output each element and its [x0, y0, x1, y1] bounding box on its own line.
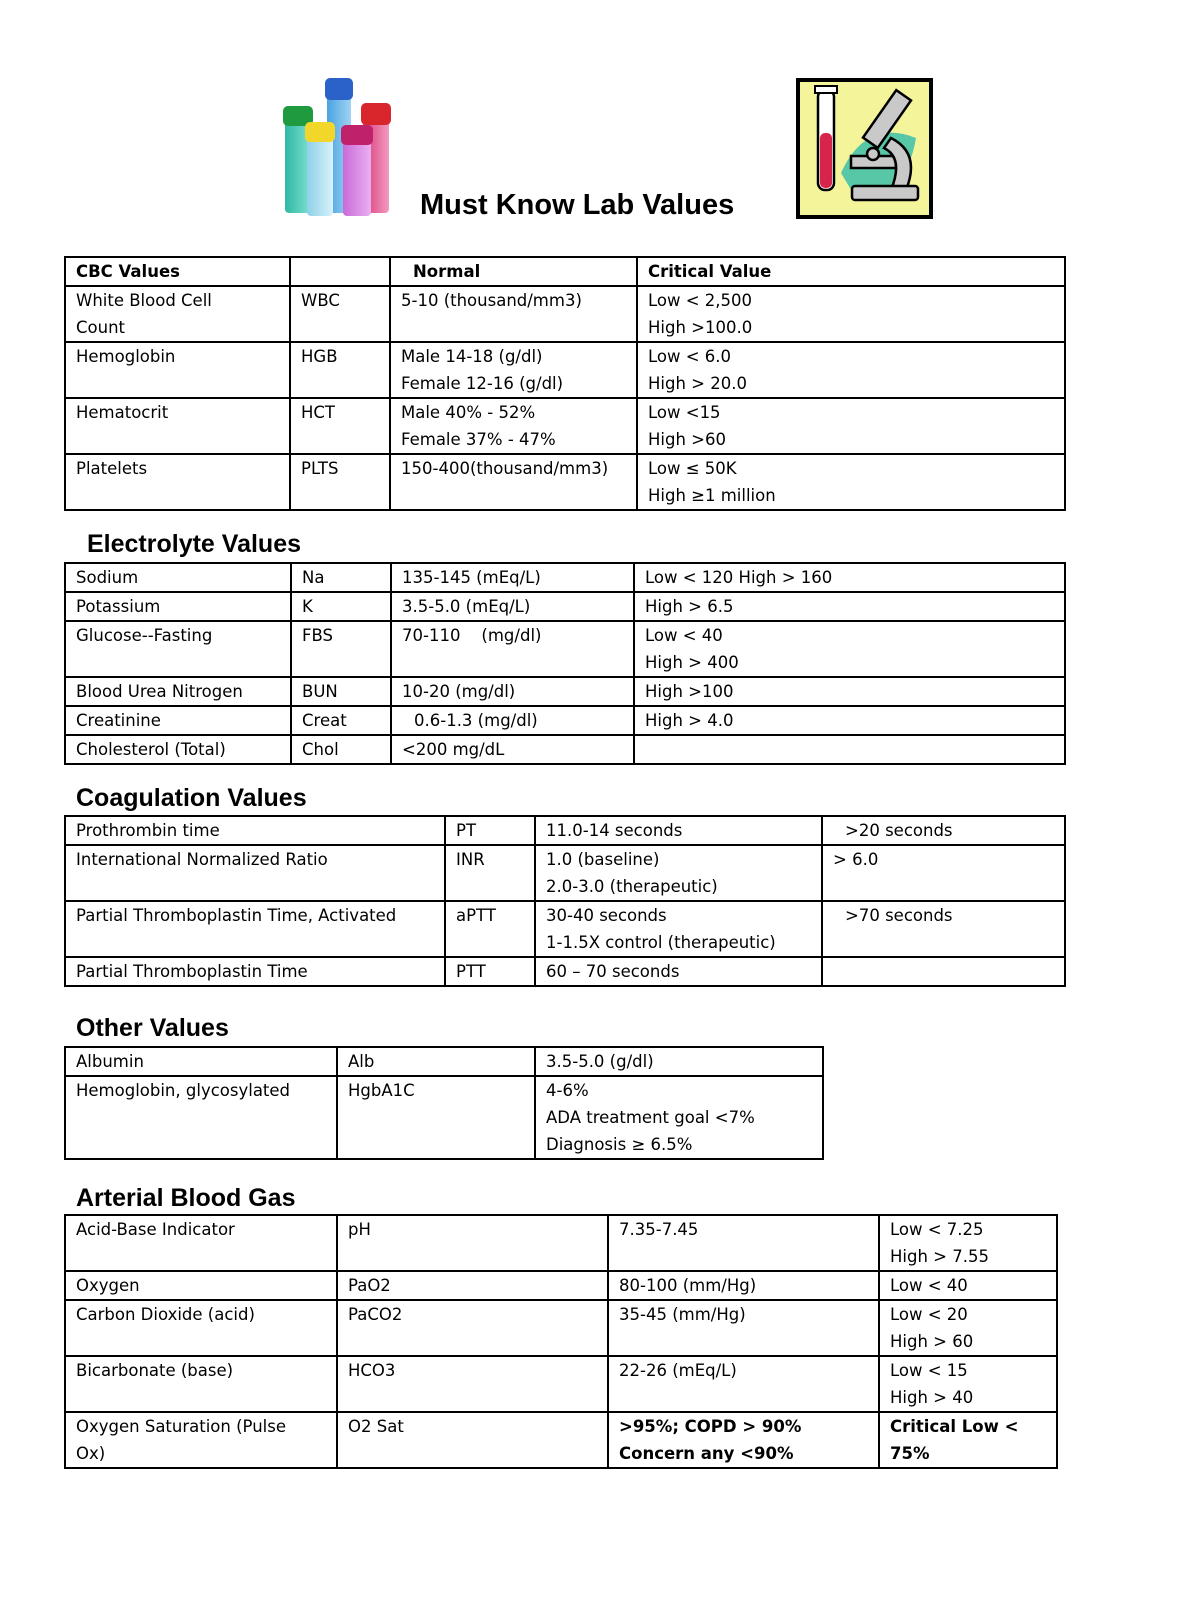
abbr-cell: Creat	[291, 706, 391, 735]
critical-cell: Low < 7.25 High > 7.55	[879, 1215, 1057, 1271]
table-row	[65, 286, 1065, 342]
test-tubes-icon	[283, 78, 403, 218]
critical-cell: Low < 2,500 High >100.0	[637, 286, 1065, 342]
electrolyte-table	[64, 562, 1066, 765]
table-row	[65, 901, 1065, 957]
microscope-icon	[796, 78, 933, 219]
table-row	[65, 1215, 1057, 1271]
normal-cell: 11.0-14 seconds	[535, 816, 822, 845]
critical-cell: >20 seconds	[822, 816, 1065, 845]
coagulation-table	[64, 815, 1066, 987]
normal-cell: 7.35-7.45	[608, 1215, 879, 1271]
abbr-cell: aPTT	[445, 901, 535, 957]
abbr-cell: PaCO2	[337, 1300, 608, 1356]
normal-cell: 30-40 seconds 1-1.5X control (therapeutic)	[535, 901, 822, 957]
critical-cell: Low < 120 High > 160	[634, 563, 1065, 592]
abbr-cell: INR	[445, 845, 535, 901]
page-title: Must Know Lab Values	[420, 189, 735, 221]
table-row	[65, 592, 1065, 621]
normal-cell: 1.0 (baseline) 2.0-3.0 (therapeutic)	[535, 845, 822, 901]
normal-cell: 80-100 (mm/Hg)	[608, 1271, 879, 1300]
table-row	[65, 563, 1065, 592]
normal-cell: 10-20 (mg/dl)	[391, 677, 634, 706]
test-name-cell: International Normalized Ratio	[65, 845, 445, 901]
normal-cell: Male 40% - 52% Female 37% - 47%	[390, 398, 637, 454]
test-name-cell: Oxygen	[65, 1271, 337, 1300]
normal-cell: >95%; COPD > 90% Concern any <90%	[608, 1412, 879, 1468]
test-name-cell: Partial Thromboplastin Time, Activated	[65, 901, 445, 957]
header-cell: CBC Values	[65, 257, 290, 286]
table-row	[65, 957, 1065, 986]
test-name-cell: Prothrombin time	[65, 816, 445, 845]
normal-cell: 70-110 (mg/dl)	[391, 621, 634, 677]
critical-cell: Low < 15 High > 40	[879, 1356, 1057, 1412]
normal-cell: 0.6-1.3 (mg/dl)	[391, 706, 634, 735]
abbr-cell: pH	[337, 1215, 608, 1271]
test-name-cell: White Blood Cell Count	[65, 286, 290, 342]
test-name-cell: Sodium	[65, 563, 291, 592]
abbr-cell: K	[291, 592, 391, 621]
critical-cell: Low < 40 High > 400	[634, 621, 1065, 677]
normal-cell: 4-6% ADA treatment goal <7% Diagnosis ≥ 6.5%	[535, 1076, 823, 1159]
abbr-cell: HCO3	[337, 1356, 608, 1412]
test-name-cell: Glucose--Fasting	[65, 621, 291, 677]
normal-cell: 3.5-5.0 (g/dl)	[535, 1047, 823, 1076]
abbr-cell: FBS	[291, 621, 391, 677]
abbr-cell: O2 Sat	[337, 1412, 608, 1468]
table-row	[65, 1076, 823, 1159]
test-name-cell: Carbon Dioxide (acid)	[65, 1300, 337, 1356]
cbc-table	[64, 256, 1066, 511]
header-cell	[290, 257, 390, 286]
table-row	[65, 845, 1065, 901]
abbr-cell: HCT	[290, 398, 390, 454]
critical-cell: Low < 6.0 High > 20.0	[637, 342, 1065, 398]
abbr-cell: PTT	[445, 957, 535, 986]
table-row	[65, 1047, 823, 1076]
test-name-cell: Oxygen Saturation (Pulse Ox)	[65, 1412, 337, 1468]
table-row	[65, 1271, 1057, 1300]
header-cell: Critical Value	[637, 257, 1065, 286]
abbr-cell: Chol	[291, 735, 391, 764]
test-name-cell: Platelets	[65, 454, 290, 510]
test-name-cell: Albumin	[65, 1047, 337, 1076]
section-title-electrolyte: Electrolyte Values	[87, 530, 302, 558]
critical-cell: High >100	[634, 677, 1065, 706]
test-name-cell: Bicarbonate (base)	[65, 1356, 337, 1412]
normal-cell: 35-45 (mm/Hg)	[608, 1300, 879, 1356]
normal-cell: 5-10 (thousand/mm3)	[390, 286, 637, 342]
test-name-cell: Acid-Base Indicator	[65, 1215, 337, 1271]
abg-table	[64, 1214, 1058, 1469]
critical-cell	[634, 735, 1065, 764]
section-title-abg: Arterial Blood Gas	[76, 1184, 296, 1212]
test-name-cell: Hemoglobin	[65, 342, 290, 398]
other-values-table	[64, 1046, 824, 1160]
table-row	[65, 454, 1065, 510]
normal-cell: 22-26 (mEq/L)	[608, 1356, 879, 1412]
abbr-cell: Na	[291, 563, 391, 592]
test-name-cell: Partial Thromboplastin Time	[65, 957, 445, 986]
critical-cell: >70 seconds	[822, 901, 1065, 957]
test-name-cell: Hematocrit	[65, 398, 290, 454]
critical-cell: > 6.0	[822, 845, 1065, 901]
table-row	[65, 706, 1065, 735]
critical-cell: Low ≤ 50K High ≥1 million	[637, 454, 1065, 510]
table-row	[65, 1412, 1057, 1468]
normal-cell: Male 14-18 (g/dl) Female 12-16 (g/dl)	[390, 342, 637, 398]
test-name-cell: Creatinine	[65, 706, 291, 735]
section-title-coagulation: Coagulation Values	[76, 784, 307, 812]
table-row	[65, 1356, 1057, 1412]
critical-cell: Low <15 High >60	[637, 398, 1065, 454]
normal-cell: 60 – 70 seconds	[535, 957, 822, 986]
test-name-cell: Potassium	[65, 592, 291, 621]
table-row	[65, 677, 1065, 706]
critical-cell	[822, 957, 1065, 986]
table-row	[65, 621, 1065, 677]
abbr-cell: HgbA1C	[337, 1076, 535, 1159]
table-row	[65, 816, 1065, 845]
header-cell: Normal	[390, 257, 637, 286]
table-row	[65, 398, 1065, 454]
abbr-cell: BUN	[291, 677, 391, 706]
table-row	[65, 342, 1065, 398]
section-title-other: Other Values	[76, 1014, 229, 1042]
abbr-cell: HGB	[290, 342, 390, 398]
normal-cell: <200 mg/dL	[391, 735, 634, 764]
critical-cell: Low < 20 High > 60	[879, 1300, 1057, 1356]
critical-cell: High > 6.5	[634, 592, 1065, 621]
abbr-cell: WBC	[290, 286, 390, 342]
critical-cell: High > 4.0	[634, 706, 1065, 735]
normal-cell: 135-145 (mEq/L)	[391, 563, 634, 592]
critical-cell: Critical Low < 75%	[879, 1412, 1057, 1468]
normal-cell: 3.5-5.0 (mEq/L)	[391, 592, 634, 621]
test-name-cell: Blood Urea Nitrogen	[65, 677, 291, 706]
abbr-cell: PT	[445, 816, 535, 845]
table-row	[65, 1300, 1057, 1356]
test-name-cell: Hemoglobin, glycosylated	[65, 1076, 337, 1159]
critical-cell: Low < 40	[879, 1271, 1057, 1300]
abbr-cell: Alb	[337, 1047, 535, 1076]
abbr-cell: PaO2	[337, 1271, 608, 1300]
table-header-row	[65, 257, 1065, 286]
table-row	[65, 735, 1065, 764]
normal-cell: 150-400(thousand/mm3)	[390, 454, 637, 510]
abbr-cell: PLTS	[290, 454, 390, 510]
test-name-cell: Cholesterol (Total)	[65, 735, 291, 764]
